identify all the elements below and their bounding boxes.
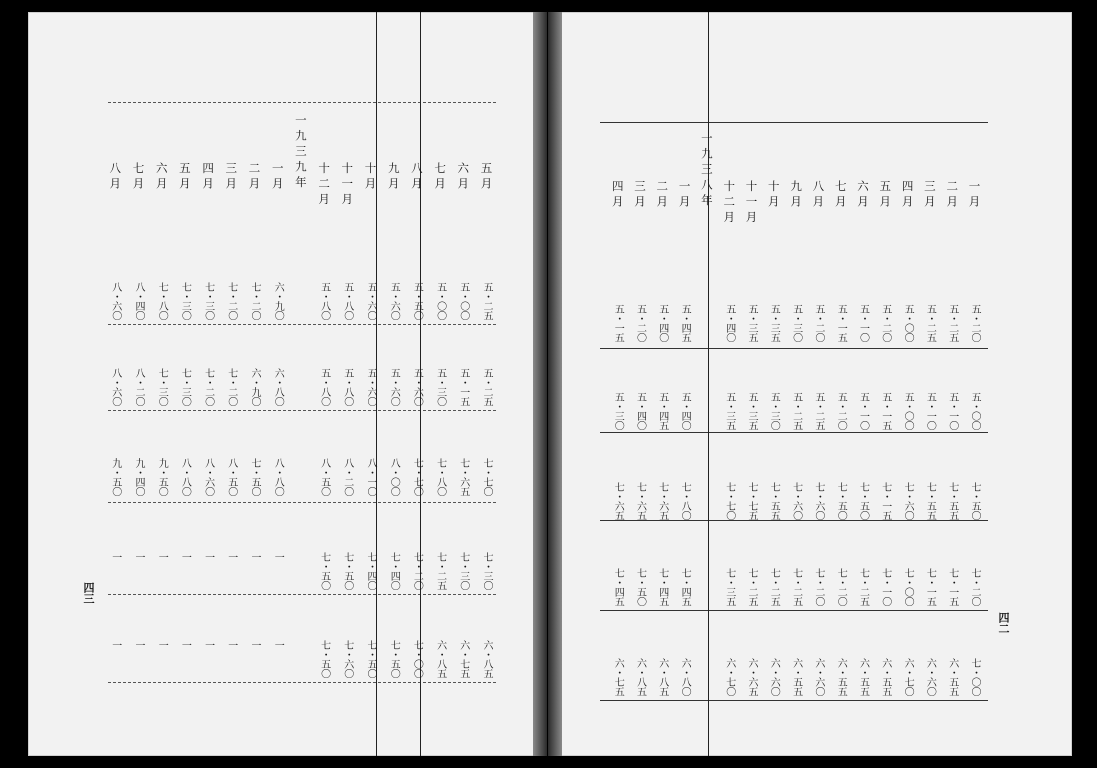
table-cell: 五・一〇: [857, 304, 869, 342]
table-cell: 六・八五: [434, 640, 446, 678]
table-cell: 六・九〇: [272, 282, 284, 320]
table-cell: 七・六五: [656, 482, 668, 520]
table-cell: 五・六〇: [411, 368, 423, 406]
table-cell: 一: [179, 640, 191, 650]
table-cell: 七・二五: [857, 568, 869, 606]
table-cell: 七・六〇: [790, 482, 802, 520]
month-header: 五月: [878, 180, 893, 211]
table-cell: 五・二〇: [879, 304, 891, 342]
table-cell: 六・六〇: [768, 658, 780, 696]
table-cell: 五・四〇: [656, 304, 668, 342]
table-cell: 五・四〇: [679, 392, 691, 430]
row-rule: [600, 700, 988, 701]
table-cell: 五・八〇: [341, 282, 353, 320]
table-cell: 五・二〇: [634, 304, 646, 342]
table-cell: 八・六〇: [109, 368, 121, 406]
table-cell: 七・一〇: [879, 568, 891, 606]
table-cell: 五・二五: [481, 368, 492, 406]
table-cell: 九・五〇: [156, 458, 168, 496]
table-cell: 五・三〇: [768, 392, 780, 430]
month-header: 二月: [655, 180, 670, 211]
table-cell: 一: [156, 552, 168, 562]
table-cell: 六・八五: [481, 640, 492, 678]
table-cell: 一: [225, 640, 237, 650]
row-rule: [600, 432, 988, 433]
table-cell: 七・五五: [768, 482, 780, 520]
table-cell: 五・四〇: [723, 304, 735, 342]
row-rule: [600, 348, 988, 349]
month-header: 九月: [386, 162, 401, 193]
table-cell: 七・三〇: [156, 368, 168, 406]
table-cell: 五・五〇: [411, 282, 423, 320]
row-rule: [600, 122, 988, 123]
table-cell: 七・一五: [924, 568, 936, 606]
table-cell: 七・三〇: [202, 282, 214, 320]
table-cell: 七・三〇: [457, 552, 469, 590]
table-cell: 八・八〇: [179, 458, 191, 496]
table-cell: 八・六〇: [202, 458, 214, 496]
left-page: [28, 12, 543, 756]
table-cell: 五・六〇: [365, 368, 376, 406]
table-cell: 八・五〇: [318, 458, 330, 496]
table-cell: 一: [133, 552, 144, 562]
table-cell: 五・一〇: [924, 392, 936, 430]
table-cell: 七・二五: [790, 568, 802, 606]
table-cell: 七・三〇: [481, 552, 492, 590]
month-header: 八月: [409, 162, 424, 193]
table-cell: 一: [249, 640, 260, 650]
table-cell: 七・五〇: [249, 458, 260, 496]
table-cell: 七・五〇: [969, 482, 980, 520]
table-cell: 七・五五: [946, 482, 958, 520]
month-header: 十月: [363, 162, 378, 193]
table-cell: 七・三〇: [179, 282, 191, 320]
table-cell: 五・三五: [723, 392, 735, 430]
table-cell: 七・五〇: [318, 640, 330, 678]
table-cell: 五・六〇: [388, 282, 400, 320]
column-rule: [376, 12, 377, 756]
month-header: 六月: [456, 162, 471, 193]
row-rule: [600, 610, 988, 611]
table-cell: 八・八〇: [272, 458, 284, 496]
month-header: 五月: [177, 162, 192, 193]
table-cell: 五・二五: [924, 304, 936, 342]
table-cell: 七・二〇: [969, 568, 980, 606]
month-header: 三月: [633, 180, 647, 211]
table-cell: 五・三〇: [790, 304, 802, 342]
table-cell: 五・二〇: [812, 304, 824, 342]
table-cell: 七・八〇: [434, 458, 446, 496]
table-cell: 五・〇〇: [457, 282, 469, 320]
table-cell: 一: [202, 552, 214, 562]
month-header: 八月: [108, 162, 123, 193]
table-cell: 五・〇〇: [902, 392, 914, 430]
table-cell: 七・六五: [457, 458, 469, 496]
table-cell: 七・四五: [679, 568, 691, 606]
table-cell: 五・二〇: [969, 304, 980, 342]
table-cell: 七・五五: [924, 482, 936, 520]
table-cell: 七・二〇: [202, 368, 214, 406]
table-cell: 一: [202, 640, 214, 650]
table-cell: 六・八〇: [272, 368, 284, 406]
table-cell: 七・二〇: [225, 368, 237, 406]
table-cell: 五・三五: [768, 304, 780, 342]
table-cell: 七・二〇: [835, 568, 847, 606]
table-cell: 七・五〇: [318, 552, 330, 590]
table-cell: 七・二五: [434, 552, 446, 590]
table-cell: 五・二五: [481, 282, 492, 320]
month-header: 一九三八年: [699, 132, 714, 210]
table-cell: 七・八〇: [156, 282, 168, 320]
table-cell: 六・八〇: [679, 658, 691, 696]
row-rule: [108, 410, 496, 411]
table-cell: 六・七五: [457, 640, 469, 678]
table-cell: 八・一〇: [365, 458, 376, 496]
page-number: 四二: [997, 612, 1010, 634]
month-header: 四月: [900, 180, 915, 211]
table-cell: 七・六〇: [902, 482, 914, 520]
table-cell: 七・五〇: [341, 552, 353, 590]
table-cell: 五・八〇: [318, 368, 330, 406]
month-header: 五月: [479, 162, 494, 193]
table-cell: 八・六〇: [109, 282, 121, 320]
table-cell: 五・四五: [656, 392, 668, 430]
table-cell: 八・五〇: [225, 458, 237, 496]
month-header: 八月: [811, 180, 826, 211]
table-cell: 五・八〇: [341, 368, 353, 406]
table-cell: 一: [249, 552, 260, 562]
month-header: 一月: [677, 180, 692, 211]
row-rule: [600, 520, 988, 521]
table-cell: 六・八五: [634, 658, 646, 696]
row-rule: [108, 594, 496, 595]
table-cell: 五・一五: [879, 392, 891, 430]
table-cell: 七・五〇: [388, 640, 400, 678]
book-gutter: [533, 12, 547, 756]
table-cell: 五・〇〇: [902, 304, 914, 342]
table-cell: 六・五五: [857, 658, 869, 696]
table-cell: 七・八〇: [679, 482, 691, 520]
table-cell: 一: [225, 552, 237, 562]
row-rule: [108, 324, 496, 325]
table-cell: 五・一〇: [946, 392, 958, 430]
row-rule: [108, 102, 496, 103]
month-header: 十月: [766, 180, 781, 211]
table-cell: 五・二五: [790, 392, 802, 430]
table-cell: 六・六〇: [924, 658, 936, 696]
table-cell: 七・六〇: [341, 640, 353, 678]
table-cell: 七・四五: [612, 568, 624, 606]
table-cell: 一: [109, 552, 121, 562]
table-cell: 五・一五: [457, 368, 469, 406]
table-cell: 七・二五: [768, 568, 780, 606]
table-cell: 七・三〇: [179, 368, 191, 406]
month-header: 二月: [945, 180, 960, 211]
table-cell: 五・三〇: [612, 392, 624, 430]
table-cell: 六・七〇: [902, 658, 914, 696]
table-cell: 七・一五: [946, 568, 958, 606]
table-cell: 六・九〇: [249, 368, 260, 406]
month-header: 三月: [224, 162, 239, 193]
month-header: 七月: [131, 162, 146, 193]
month-header: 六月: [154, 162, 169, 193]
table-cell: 五・二五: [812, 392, 824, 430]
table-cell: 五・三〇: [434, 368, 446, 406]
table-cell: 六・八五: [656, 658, 668, 696]
table-cell: 八・二〇: [133, 368, 144, 406]
table-cell: 五・一五: [612, 304, 624, 342]
table-cell: 七・七〇: [411, 458, 423, 496]
table-cell: 五・六〇: [365, 282, 376, 320]
month-header: 十一月: [744, 180, 759, 227]
table-cell: 七・三五: [723, 568, 735, 606]
table-cell: 七・二〇: [225, 282, 237, 320]
month-header: 七月: [433, 162, 448, 193]
table-cell: 七・〇〇: [902, 568, 914, 606]
table-cell: 七・二〇: [249, 282, 260, 320]
table-cell: 五・四〇: [634, 392, 646, 430]
month-header: 六月: [856, 180, 870, 211]
table-cell: 六・七五: [612, 658, 624, 696]
month-header: 一月: [967, 180, 982, 211]
table-cell: 九・五〇: [109, 458, 121, 496]
table-cell: 七・七五: [746, 482, 757, 520]
table-cell: 七・〇〇: [969, 658, 980, 696]
month-header: 十一月: [340, 162, 355, 209]
table-cell: 七・一五: [879, 482, 891, 520]
table-cell: 六・五五: [790, 658, 802, 696]
table-cell: 七・五〇: [857, 482, 869, 520]
column-rule: [708, 12, 709, 756]
table-cell: 七・二〇: [812, 568, 824, 606]
table-cell: 五・一〇: [857, 392, 869, 430]
page-number: 四三: [82, 582, 95, 604]
table-cell: 八・四〇: [133, 282, 144, 320]
row-rule: [108, 682, 496, 683]
month-header: 九月: [789, 180, 804, 211]
table-cell: 一: [179, 552, 191, 562]
table-cell: 五・三五: [746, 304, 757, 342]
table-cell: 七・二〇: [411, 552, 423, 590]
table-cell: 七・〇〇: [411, 640, 423, 678]
month-header: 十二月: [722, 180, 737, 227]
table-cell: 五・六〇: [388, 368, 400, 406]
month-header: 一月: [270, 162, 285, 193]
table-cell: 七・四〇: [388, 552, 400, 590]
table-cell: 五・三五: [746, 392, 757, 430]
table-cell: 七・六五: [612, 482, 624, 520]
month-header: 二月: [247, 162, 262, 193]
table-cell: 七・六〇: [812, 482, 824, 520]
table-cell: 五・〇〇: [969, 392, 980, 430]
month-header: 四月: [201, 162, 216, 193]
month-header: 七月: [833, 180, 848, 211]
table-cell: 五・八〇: [318, 282, 330, 320]
table-cell: 一: [272, 552, 284, 562]
table-cell: 六・七〇: [723, 658, 735, 696]
row-rule: [108, 502, 496, 503]
book-gutter: [548, 12, 562, 756]
table-cell: 五・四五: [679, 304, 691, 342]
month-header: 一九三九年: [293, 114, 308, 192]
table-cell: 五・二五: [946, 304, 958, 342]
table-cell: 一: [156, 640, 168, 650]
table-cell: 七・五〇: [835, 482, 847, 520]
table-cell: 八・〇〇: [388, 458, 400, 496]
table-cell: 七・七〇: [481, 458, 492, 496]
table-cell: 一: [272, 640, 284, 650]
table-cell: 六・五五: [946, 658, 958, 696]
table-cell: 六・五五: [879, 658, 891, 696]
month-header: 三月: [922, 180, 937, 211]
month-header: 十二月: [317, 162, 332, 209]
table-cell: 七・四〇: [365, 552, 376, 590]
table-cell: 七・七〇: [723, 482, 735, 520]
table-cell: 七・五〇: [365, 640, 376, 678]
table-cell: 六・六〇: [812, 658, 824, 696]
table-cell: 七・五〇: [634, 568, 646, 606]
table-cell: 五・一五: [835, 304, 847, 342]
table-cell: 六・六五: [746, 658, 757, 696]
table-cell: 七・四五: [656, 568, 668, 606]
table-cell: 八・二〇: [341, 458, 353, 496]
table-cell: 一: [133, 640, 144, 650]
table-cell: 九・四〇: [133, 458, 144, 496]
table-cell: 五・〇〇: [434, 282, 446, 320]
table-cell: 六・五五: [835, 658, 847, 696]
right-page: [552, 12, 1072, 756]
table-cell: 一: [109, 640, 121, 650]
month-header: 四月: [610, 180, 625, 211]
table-cell: 七・二五: [746, 568, 757, 606]
table-cell: 七・六五: [634, 482, 646, 520]
table-cell: 五・二〇: [835, 392, 847, 430]
